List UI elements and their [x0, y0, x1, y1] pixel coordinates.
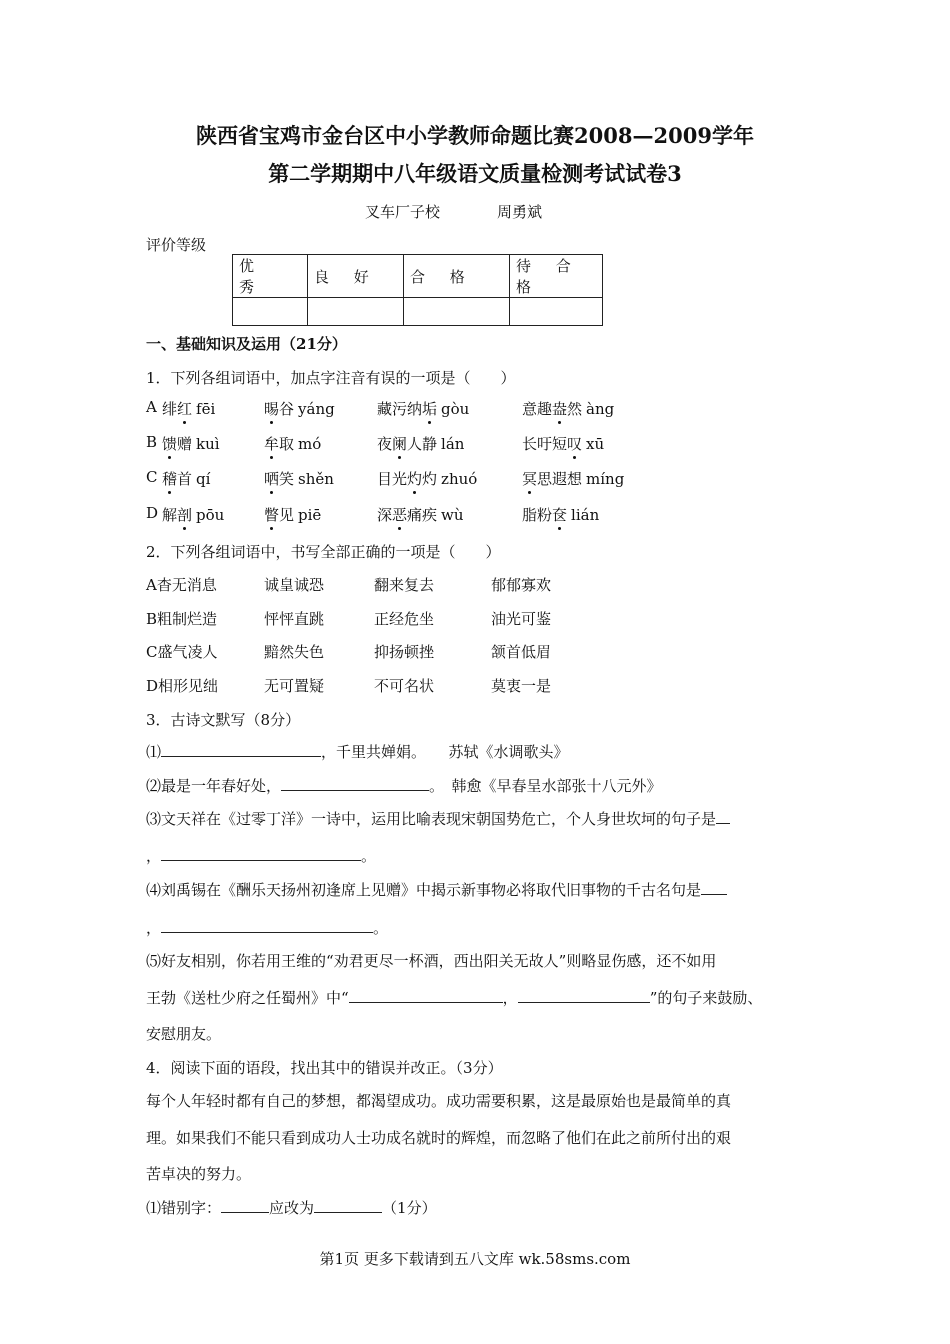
- q2-option-word: 正经危坐: [374, 610, 435, 628]
- dotted-character: 牟: [264, 435, 280, 453]
- q2-option-word: A杳无消息: [146, 576, 217, 594]
- item-number: ⑴: [146, 743, 162, 761]
- grade-good: 良 好: [308, 255, 404, 298]
- item-text: 。: [361, 847, 377, 865]
- item-text: （1分）: [382, 1199, 437, 1217]
- word-part: 脂粉: [522, 506, 553, 524]
- q2-option-word: 黯然失色: [264, 643, 325, 661]
- q4-sub1: [146, 1197, 437, 1218]
- pinyin: piē: [298, 506, 322, 524]
- answer-blank[interactable]: [281, 776, 429, 791]
- dotted-character: 冥: [522, 470, 538, 488]
- pinyin: shěn: [298, 470, 334, 488]
- word-part: 意趣: [522, 400, 553, 418]
- q2-option-word: 翻来复去: [374, 576, 435, 594]
- q1-option-item: [162, 433, 220, 454]
- word-part: 见: [279, 506, 295, 524]
- pinyin: fēi: [196, 400, 216, 418]
- pinyin: xū: [586, 435, 605, 453]
- q4-paragraph-line1: 每个人年轻时都有自己的梦想，都渴望成功。成功需要积累，这是最原始也是最简单的真: [146, 1092, 732, 1110]
- dotted-character: 恶: [392, 506, 408, 524]
- pinyin: lián: [571, 506, 600, 524]
- grading-table: [232, 254, 603, 326]
- word-part: 人静: [407, 435, 438, 453]
- dotted-character: 盎: [552, 400, 568, 418]
- dotted-character: 稽: [162, 470, 178, 488]
- q1-option-item: [377, 468, 477, 489]
- author-name: 周勇斌: [497, 203, 543, 221]
- item-text: ⑴错别字：: [146, 1199, 222, 1217]
- item-text: 。 韩愈《早春呈水部张十八元外》: [429, 777, 662, 795]
- q3-item5-line2: [146, 987, 762, 1008]
- dotted-character: 垢: [422, 400, 438, 418]
- grade-excellent: 优 秀: [233, 255, 308, 298]
- dotted-character: 红: [177, 400, 193, 418]
- grade-cell: [308, 298, 404, 326]
- q1-option-item: [377, 433, 464, 454]
- q1-option-item: [264, 468, 334, 489]
- item-text: ，: [146, 847, 162, 865]
- q1-option-item: [377, 398, 469, 419]
- q1-option-item: [522, 398, 614, 419]
- q4-paragraph-line3: 苦卓决的努力。: [146, 1165, 252, 1183]
- answer-blank[interactable]: [161, 846, 361, 861]
- word-part: 长吁短: [522, 435, 568, 453]
- correction-blank[interactable]: [314, 1198, 382, 1213]
- q1-option-label: D: [146, 504, 159, 522]
- item-text: ，千里共婵娟。 苏轼《水调歌头》: [321, 743, 569, 761]
- dotted-character: 剖: [177, 506, 193, 524]
- dotted-character: 哂: [264, 470, 280, 488]
- grading-header-row: [233, 255, 603, 298]
- q3-item1: [146, 741, 569, 762]
- item-text: ⑷刘禹锡在《酬乐天扬州初逢席上见赠》中揭示新事物必将取代旧事物的千古名句是: [146, 881, 702, 899]
- word-part: 目光: [377, 470, 408, 488]
- q1-option-label: B: [146, 433, 158, 451]
- dotted-character: 灼: [407, 470, 423, 488]
- q4-paragraph-line2: 理。如果我们不能只看到成功人士功成名就时的辉煌，而忽略了他们在此之前所付出的艰: [146, 1129, 732, 1147]
- q3-item4-line2: [146, 917, 388, 938]
- word-part: 首: [177, 470, 193, 488]
- q1-option-item: [264, 433, 321, 454]
- q1-option-item: [264, 398, 335, 419]
- item-text: 。: [373, 919, 389, 937]
- word-part: 夜: [377, 435, 393, 453]
- word-part: 然: [567, 400, 583, 418]
- q1-stem: 1．下列各组词语中，加点字注音有误的一项是（ ）: [146, 369, 516, 387]
- q1-option-label: A: [146, 398, 157, 416]
- q1-option-label: C: [146, 468, 158, 486]
- item-text: ”的句子来鼓励、: [649, 989, 763, 1007]
- pinyin: kuì: [196, 435, 220, 453]
- answer-blank[interactable]: [518, 988, 650, 1003]
- grade-cell: [233, 298, 308, 326]
- q2-option-word: 颔首低眉: [491, 643, 552, 661]
- pinyin: míng: [586, 470, 625, 488]
- answer-blank[interactable]: [161, 742, 321, 757]
- answer-blank[interactable]: [161, 918, 373, 933]
- q3-item4: [146, 879, 727, 900]
- pinyin: àng: [586, 400, 615, 418]
- q4-stem: 4．阅读下面的语段，找出其中的错误并改正。（3分）: [146, 1059, 503, 1077]
- q3-item3-line2: [146, 845, 376, 866]
- q2-option-word: 油光可鉴: [491, 610, 552, 628]
- q2-option-word: B粗制烂造: [146, 610, 218, 628]
- grade-cell: [404, 298, 510, 326]
- answer-blank[interactable]: [716, 809, 730, 824]
- q1-option-item: [162, 398, 215, 419]
- word-part: 灼: [422, 470, 438, 488]
- q2-option-word: 莫衷一是: [491, 677, 552, 695]
- q3-stem: 3．古诗文默写（8分）: [146, 711, 301, 729]
- word-part: 解: [162, 506, 178, 524]
- dotted-character: 馈: [162, 435, 178, 453]
- wrong-char-blank[interactable]: [221, 1198, 269, 1213]
- item-text: ，: [146, 919, 162, 937]
- pinyin: wù: [441, 506, 464, 524]
- answer-blank[interactable]: [349, 988, 503, 1003]
- q2-option-word: 无可置疑: [264, 677, 325, 695]
- item-text: ⑶文天祥在《过零丁洋》一诗中，运用比喻表现宋朝国势危亡，个人身世坎坷的句子是: [146, 810, 717, 828]
- q1-option-item: [522, 433, 604, 454]
- item-text: 应改为: [269, 1199, 315, 1217]
- q1-option-item: [162, 468, 210, 489]
- pinyin: qí: [196, 470, 211, 488]
- word-part: 深: [377, 506, 393, 524]
- q1-option-item: [522, 504, 599, 525]
- exam-title-line1: 陕西省宝鸡市金台区中小学教师命题比赛2008—2009学年: [196, 123, 754, 148]
- q1-option-item: [162, 504, 224, 525]
- answer-blank[interactable]: [701, 880, 727, 895]
- dotted-character: 奁: [552, 506, 568, 524]
- item-text: ⑵最是一年春好处，: [146, 777, 282, 795]
- word-part: 谷: [279, 400, 295, 418]
- grade-needs-work: 待 合 格: [510, 255, 603, 298]
- pinyin: yáng: [298, 400, 335, 418]
- grading-blank-row: [233, 298, 603, 326]
- grade-pass: 合 格: [404, 255, 510, 298]
- word-part: 绯: [162, 400, 178, 418]
- word-part: 痛疾: [407, 506, 438, 524]
- q2-option-word: C盛气凌人: [146, 643, 218, 661]
- author-school: 叉车厂子校: [365, 203, 441, 221]
- q2-option-word: 郁郁寡欢: [491, 576, 552, 594]
- exam-title-line2: 第二学期期中八年级语文质量检测考试试卷3: [268, 161, 682, 186]
- grading-label: 评价等级: [146, 236, 207, 254]
- item-text: 王勃《送杜少府之任蜀州》中“: [146, 989, 349, 1007]
- q3-item3: [146, 808, 730, 829]
- q1-option-item: [522, 468, 624, 489]
- q3-item5: ⑸好友相别，你若用王维的“劝君更尽一杯酒，西出阳关无故人”则略显伤感，还不如用: [146, 952, 717, 970]
- item-text: ，: [502, 989, 518, 1007]
- q3-item5-line3: 安慰朋友。: [146, 1025, 222, 1043]
- dotted-character: 晹: [264, 400, 280, 418]
- q3-item2: [146, 775, 662, 796]
- section-heading: 一、基础知识及运用（21分）: [146, 335, 347, 353]
- grade-cell: [510, 298, 603, 326]
- q1-option-item: [377, 504, 464, 525]
- pinyin: pōu: [196, 506, 225, 524]
- q2-option-word: 怦怦直跳: [264, 610, 325, 628]
- q2-option-word: 不可名状: [374, 677, 435, 695]
- pinyin: zhuó: [441, 470, 478, 488]
- dotted-character: 瞥: [264, 506, 280, 524]
- q2-stem: 2．下列各组词语中，书写全部正确的一项是（ ）: [146, 543, 501, 561]
- word-part: 思遐想: [537, 470, 583, 488]
- dotted-character: 阑: [392, 435, 408, 453]
- q1-option-item: [264, 504, 321, 525]
- q2-option-word: 抑扬顿挫: [374, 643, 435, 661]
- pinyin: gòu: [441, 400, 470, 418]
- dotted-character: 叹: [567, 435, 583, 453]
- word-part: 藏污纳: [377, 400, 423, 418]
- pinyin: lán: [441, 435, 465, 453]
- word-part: 笑: [279, 470, 295, 488]
- word-part: 赠: [177, 435, 193, 453]
- pinyin: mó: [298, 435, 322, 453]
- word-part: 取: [279, 435, 295, 453]
- page-footer: 第1页 更多下载请到五八文库 wk.58sms.com: [319, 1250, 631, 1268]
- q2-option-word: 诚皇诚恐: [264, 576, 325, 594]
- q2-option-word: D相形见绌: [146, 677, 219, 695]
